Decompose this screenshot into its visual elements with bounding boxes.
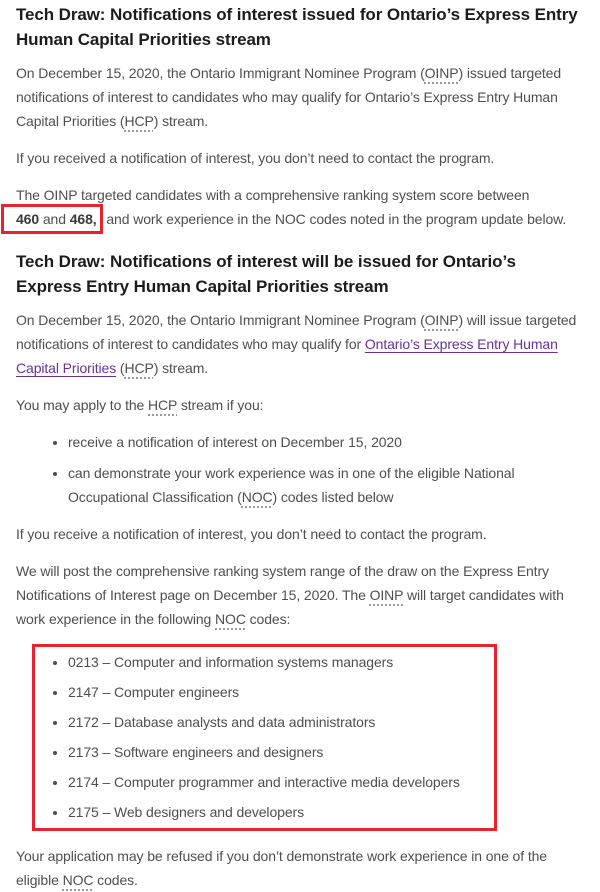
text-segment: 2147 – Computer engineers [68, 684, 240, 700]
heading-notifications-will-be-issued: Tech Draw: Notifications of interest will be issued for Ontario’s Express Entry Human Capital Priorities stream [16, 252, 516, 296]
abbreviation[interactable]: HCP [148, 397, 178, 413]
text-segment: targeted candidates with a comprehensive ranking system score between [77, 187, 530, 203]
text-segment: The [16, 187, 44, 203]
text-segment: ) stream. [153, 113, 209, 129]
inline-link[interactable]: Ontario’s Express Entry Human Capital Priorities [16, 336, 558, 376]
eligibility-list [16, 430, 584, 509]
paragraph-refusal [16, 844, 584, 892]
text-segment: On December 15, 2020, the Ontario Immigrant Nominee Program ( [16, 65, 425, 81]
paragraph-issued-intro [16, 61, 584, 133]
abbreviation[interactable]: OINP [369, 587, 404, 603]
list-item [68, 770, 494, 794]
annotation-box-noc-list [32, 644, 497, 831]
list-item [68, 650, 494, 674]
bold-text: 468, [69, 211, 97, 227]
text-segment: 2173 – Software engineers and designers [68, 744, 324, 760]
list-item [68, 680, 494, 704]
text-segment: 2172 – Database analysts and data administrators [68, 714, 376, 730]
abbreviation[interactable]: OINP [43, 187, 78, 203]
text-segment: On December 15, 2020, the Ontario Immigrant Nominee Program ( [16, 312, 425, 328]
text-segment: codes: [245, 611, 291, 627]
text-segment: and [39, 211, 70, 227]
text-segment: ) codes listed below [272, 489, 394, 505]
abbreviation[interactable]: HCP [124, 113, 154, 129]
text-segment: You may apply to the [16, 397, 149, 413]
paragraph-crs-range [16, 183, 584, 231]
text-segment: We will post the comprehensive ranking system range of the draw on the Express Entry Notifications of Interest page on December 15, 2020. The [16, 563, 549, 603]
text-segment: ( [116, 360, 125, 376]
text-segment: ) will issue targeted notifications of interest to candidates who may qualify for [16, 312, 577, 352]
text-segment: codes. [93, 872, 138, 888]
list-item [68, 430, 584, 454]
text-segment: Your application may be refused if you don’t demonstrate work experience in one of the eligible [16, 848, 547, 888]
list-item [68, 740, 494, 764]
text-segment: and work experience in the NOC codes noted in the program update below. [102, 211, 567, 227]
heading-notifications-issued: Tech Draw: Notifications of interest issued for Ontario’s Express Entry Human Capital Priorities stream [16, 5, 578, 49]
text-segment: stream if you: [177, 397, 264, 413]
text-segment: 2174 – Computer programmer and interactive media developers [68, 774, 460, 790]
paragraph-no-contact-future [16, 522, 584, 546]
bold-text: 460 [16, 211, 40, 227]
text-segment: If you received a notification of interest, you don’t need to contact the program. [16, 150, 495, 166]
noc-code-list [35, 650, 494, 824]
text-segment: will target candidates with work experience in the following [16, 587, 564, 627]
paragraph-no-contact-past [16, 146, 584, 170]
list-item [68, 461, 584, 509]
text-segment: If you receive a notification of interest, you don’t need to contact the program. [16, 526, 487, 542]
text-segment: can demonstrate your work experience was in one of the eligible National Occupational Classification ( [68, 465, 515, 505]
abbreviation[interactable]: OINP [424, 312, 459, 328]
abbreviation[interactable]: HCP [124, 360, 154, 376]
list-item [68, 800, 494, 824]
abbreviation[interactable]: NOC [62, 872, 94, 888]
list-item [68, 710, 494, 734]
text-segment: ) stream. [153, 360, 209, 376]
paragraph-will-issue-intro [16, 308, 584, 380]
paragraph-apply-if [16, 393, 584, 417]
abbreviation[interactable]: NOC [215, 611, 246, 627]
paragraph-crs-post [16, 559, 584, 631]
text-segment: 2175 – Web designers and developers [68, 804, 304, 820]
abbreviation[interactable]: OINP [424, 65, 459, 81]
text-segment: ) issued targeted notifications of interest to candidates who may qualify for Ontario’s Express Entry Human Capital Priorities ( [16, 65, 562, 129]
abbreviation[interactable]: NOC [241, 489, 273, 505]
text-segment: receive a notification of interest on December 15, 2020 [68, 434, 402, 450]
annotation-box-crs-range [1, 204, 103, 234]
text-segment: 0213 – Computer and information systems managers [68, 654, 394, 670]
